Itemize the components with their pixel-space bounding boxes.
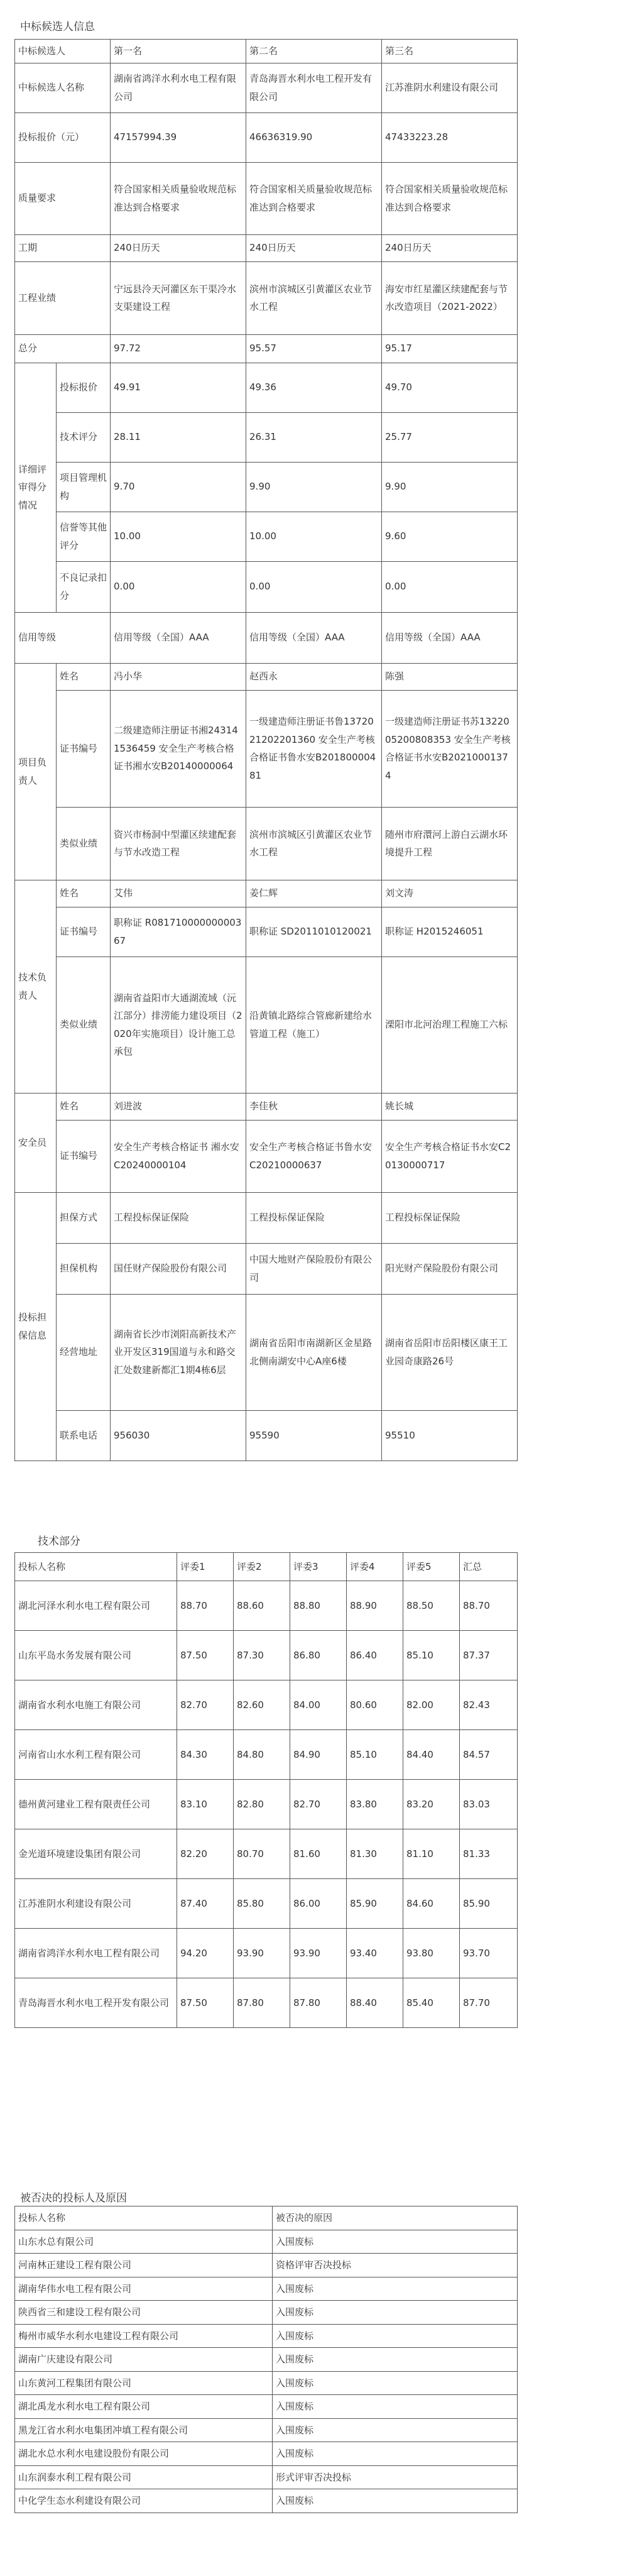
row-label: 投标报价 bbox=[57, 363, 111, 412]
tech-row bbox=[15, 1879, 518, 1929]
candidate-value: 阳光财产保险股份有限公司 bbox=[382, 1243, 518, 1294]
candidate-value: 资兴市杨洞中型灌区续建配套与节水改造工程 bbox=[111, 807, 246, 880]
candidate-value: 安全生产考核合格证书 湘水安C20240000104 bbox=[111, 1120, 246, 1192]
rejected-row bbox=[15, 2489, 518, 2513]
row-label: 证书编号 bbox=[57, 690, 111, 807]
candidate-value: 滨州市滨城区引黄灌区农业节水工程 bbox=[246, 807, 382, 880]
bidder-name: 湖南省鸿洋水利水电工程有限公司 bbox=[15, 1929, 177, 1978]
candidate-value: 一级建造师注册证书鲁1372021202201360 安全生产考核合格证书鲁水安B20180000481 bbox=[246, 690, 382, 807]
score-value: 93.70 bbox=[460, 1929, 518, 1978]
score-value: 86.00 bbox=[290, 1879, 347, 1929]
row-label: 证书编号 bbox=[57, 907, 111, 956]
candidate-value: 信用等级（全国）AAA bbox=[111, 612, 246, 663]
bidder-name: 湖南华伟水电工程有限公司 bbox=[15, 2277, 273, 2301]
rejection-reason: 入围废标 bbox=[273, 2324, 518, 2348]
candidate-value: 随州市府澴河上游白云湖水环境提升工程 bbox=[382, 807, 518, 880]
row-label: 姓名 bbox=[57, 1093, 111, 1120]
candidate-row-guarantee_rows bbox=[15, 1192, 518, 1243]
tech-header: 评委4 bbox=[347, 1553, 403, 1581]
score-value: 88.90 bbox=[347, 1581, 403, 1631]
candidate-value: 中国大地财产保险股份有限公司 bbox=[246, 1243, 382, 1294]
candidate-row-total_row bbox=[15, 334, 518, 363]
candidate-value: 25.77 bbox=[382, 412, 518, 462]
score-value: 81.60 bbox=[290, 1829, 347, 1879]
rejection-reason: 入围废标 bbox=[273, 2371, 518, 2395]
candidate-value: 符合国家相关质量验收规范标准达到合格要求 bbox=[246, 162, 382, 234]
score-value: 87.40 bbox=[177, 1879, 234, 1929]
row-label: 信用等级 bbox=[15, 612, 111, 663]
candidate-value: 97.72 bbox=[111, 334, 246, 363]
score-value: 84.60 bbox=[403, 1879, 460, 1929]
bidder-name: 河南省山水水利工程有限公司 bbox=[15, 1730, 177, 1780]
candidate-row-pm_rows bbox=[15, 663, 518, 690]
candidate-value: 陈强 bbox=[382, 663, 518, 690]
tech-header: 评委5 bbox=[403, 1553, 460, 1581]
group-label: 详细评审得分情况 bbox=[15, 363, 57, 612]
tech-row bbox=[15, 1581, 518, 1631]
bidder-name: 湖北水总水利水电建设股份有限公司 bbox=[15, 2442, 273, 2466]
bidder-name: 梅州市威华水利水电建设工程有限公司 bbox=[15, 2324, 273, 2348]
score-value: 88.40 bbox=[347, 1978, 403, 2028]
bidder-name: 山东黄河工程集团有限公司 bbox=[15, 2371, 273, 2395]
candidate-value: 滨州市滨城区引黄灌区农业节水工程 bbox=[246, 261, 382, 334]
score-value: 82.70 bbox=[177, 1680, 234, 1730]
candidate-row-guarantee_rows bbox=[15, 1294, 518, 1410]
candidate-value: 0.00 bbox=[382, 561, 518, 612]
rank-header: 第一名 bbox=[111, 40, 246, 63]
candidate-value: 赵西永 bbox=[246, 663, 382, 690]
candidate-row-detail_rows bbox=[15, 512, 518, 561]
candidate-value: 姚长城 bbox=[382, 1093, 518, 1120]
candidate-value: 刘进波 bbox=[111, 1093, 246, 1120]
row-label: 类似业绩 bbox=[57, 956, 111, 1093]
bidder-name: 陕西省三和建设工程有限公司 bbox=[15, 2301, 273, 2325]
score-value: 86.80 bbox=[290, 1631, 347, 1680]
candidate-value: 溧阳市北河治理工程施工六标 bbox=[382, 956, 518, 1093]
candidate-value: 湖南省益阳市大通湖流域（沅江部分）排涝能力建设项目（2020年实施项目）设计施工总承包 bbox=[111, 956, 246, 1093]
candidate-row-detail_rows bbox=[15, 412, 518, 462]
tech-header: 评委3 bbox=[290, 1553, 347, 1581]
score-value: 87.70 bbox=[460, 1978, 518, 2028]
score-value: 88.80 bbox=[290, 1581, 347, 1631]
tech-row bbox=[15, 1929, 518, 1978]
candidate-value: 李佳秋 bbox=[246, 1093, 382, 1120]
candidate-row-detail_rows bbox=[15, 363, 518, 412]
score-value: 84.30 bbox=[177, 1730, 234, 1780]
candidate-value: 一级建造师注册证书苏1322005200808353 安全生产考核合格证书水安B20210001374 bbox=[382, 690, 518, 807]
score-value: 85.40 bbox=[403, 1978, 460, 2028]
rejected-row bbox=[15, 2277, 518, 2301]
rejection-reason: 形式评审否决投标 bbox=[273, 2465, 518, 2489]
candidate-row-price_row bbox=[15, 112, 518, 162]
candidate-value: 10.00 bbox=[111, 512, 246, 561]
rejected-section-title: 被否决的投标人及原因 bbox=[20, 2192, 127, 2205]
rejection-reason: 入围废标 bbox=[273, 2489, 518, 2513]
candidate-value: 240日历天 bbox=[382, 234, 518, 261]
score-value: 85.90 bbox=[460, 1879, 518, 1929]
candidate-value: 沿黄镇北路综合管廊新建给水管道工程（施工） bbox=[246, 956, 382, 1093]
candidate-row-tl_rows bbox=[15, 907, 518, 956]
candidate-value: 0.00 bbox=[111, 561, 246, 612]
row-label: 不良记录扣分 bbox=[57, 561, 111, 612]
candidate-value: 49.36 bbox=[246, 363, 382, 412]
candidate-row-pm_rows bbox=[15, 690, 518, 807]
score-value: 87.80 bbox=[290, 1978, 347, 2028]
candidate-value: 姜仁辉 bbox=[246, 880, 382, 907]
rejected-row bbox=[15, 2465, 518, 2489]
rejected-row bbox=[15, 2301, 518, 2325]
row-label: 联系电话 bbox=[57, 1410, 111, 1461]
tech-row bbox=[15, 1978, 518, 2028]
bidder-name: 金光道环境建设集团有限公司 bbox=[15, 1829, 177, 1879]
candidate-row-name_row bbox=[15, 63, 518, 112]
row-label: 工程业绩 bbox=[15, 261, 111, 334]
score-value: 88.60 bbox=[234, 1581, 290, 1631]
candidate-value: 49.70 bbox=[382, 363, 518, 412]
score-value: 82.60 bbox=[234, 1680, 290, 1730]
bidder-name: 山东水总有限公司 bbox=[15, 2230, 273, 2254]
bidder-name: 江苏淮阴水利建设有限公司 bbox=[15, 1879, 177, 1929]
candidate-row-tl_rows bbox=[15, 956, 518, 1093]
score-value: 87.37 bbox=[460, 1631, 518, 1680]
rejected-row bbox=[15, 2230, 518, 2254]
row-label: 担保机构 bbox=[57, 1243, 111, 1294]
tech-row bbox=[15, 1730, 518, 1780]
candidate-value: 符合国家相关质量验收规范标准达到合格要求 bbox=[111, 162, 246, 234]
candidate-value: 240日历天 bbox=[246, 234, 382, 261]
candidate-value: 职称证 H2015246051 bbox=[382, 907, 518, 956]
score-value: 80.70 bbox=[234, 1829, 290, 1879]
row-label: 信誉等其他评分 bbox=[57, 512, 111, 561]
candidate-value: 47157994.39 bbox=[111, 112, 246, 162]
candidate-row-guarantee_rows bbox=[15, 1243, 518, 1294]
row-label: 总分 bbox=[15, 334, 111, 363]
score-value: 83.80 bbox=[347, 1780, 403, 1829]
candidates-table bbox=[14, 39, 518, 1461]
row-label: 经营地址 bbox=[57, 1294, 111, 1410]
candidate-value: 95.17 bbox=[382, 334, 518, 363]
score-value: 93.90 bbox=[290, 1929, 347, 1978]
bidder-name: 湖北禹龙水利水电工程有限公司 bbox=[15, 2395, 273, 2419]
row-label: 技术评分 bbox=[57, 412, 111, 462]
rejection-reason: 入围废标 bbox=[273, 2301, 518, 2325]
tech-row bbox=[15, 1631, 518, 1680]
rejected-row bbox=[15, 2254, 518, 2277]
candidate-value: 工程投标保证保险 bbox=[111, 1192, 246, 1243]
bidder-name: 山东平岛水务发展有限公司 bbox=[15, 1631, 177, 1680]
candidate-value: 95.57 bbox=[246, 334, 382, 363]
candidate-value: 江苏淮阴水利建设有限公司 bbox=[382, 63, 518, 112]
row-label: 姓名 bbox=[57, 663, 111, 690]
score-value: 80.60 bbox=[347, 1680, 403, 1730]
candidate-value: 9.90 bbox=[382, 462, 518, 512]
tech-header: 评委1 bbox=[177, 1553, 234, 1581]
candidate-value: 安全生产考核合格证书水安C20130000717 bbox=[382, 1120, 518, 1192]
score-value: 93.80 bbox=[403, 1929, 460, 1978]
rejected-header-row bbox=[15, 2206, 518, 2230]
tech-section-title: 技术部分 bbox=[38, 1535, 80, 1548]
candidate-value: 职称证 R08171000000000367 bbox=[111, 907, 246, 956]
bidder-name: 河南林正建设工程有限公司 bbox=[15, 2254, 273, 2277]
candidate-row-detail_rows bbox=[15, 561, 518, 612]
rejection-reason: 入围废标 bbox=[273, 2418, 518, 2442]
tech-row bbox=[15, 1680, 518, 1730]
rank-header: 第三名 bbox=[382, 40, 518, 63]
candidate-value: 海安市红星灌区续建配套与节水改造项目（2021-2022） bbox=[382, 261, 518, 334]
tech-score-table bbox=[14, 1552, 518, 2028]
candidate-value: 艾伟 bbox=[111, 880, 246, 907]
candidate-value: 10.00 bbox=[246, 512, 382, 561]
rejected-bidders-table bbox=[14, 2206, 518, 2513]
score-value: 82.80 bbox=[234, 1780, 290, 1829]
candidate-value: 956030 bbox=[111, 1410, 246, 1461]
score-value: 81.33 bbox=[460, 1829, 518, 1879]
score-value: 84.40 bbox=[403, 1730, 460, 1780]
candidate-row-credit_row bbox=[15, 612, 518, 663]
candidate-value: 二级建造师注册证书湘243141536459 安全生产考核合格证书湘水安B20140000064 bbox=[111, 690, 246, 807]
candidate-value: 符合国家相关质量验收规范标准达到合格要求 bbox=[382, 162, 518, 234]
tech-header: 评委2 bbox=[234, 1553, 290, 1581]
rejected-header: 被否决的原因 bbox=[273, 2206, 518, 2230]
score-value: 84.57 bbox=[460, 1730, 518, 1780]
candidate-value: 信用等级（全国）AAA bbox=[246, 612, 382, 663]
score-value: 87.80 bbox=[234, 1978, 290, 2028]
candidate-value: 9.70 bbox=[111, 462, 246, 512]
bidder-name: 德州黄河建业工程有限责任公司 bbox=[15, 1780, 177, 1829]
candidate-value: 49.91 bbox=[111, 363, 246, 412]
rejected-row bbox=[15, 2348, 518, 2372]
score-value: 93.90 bbox=[234, 1929, 290, 1978]
candidate-value: 湖南省岳阳市南湖新区金星路北侧南湖安中心A座6楼 bbox=[246, 1294, 382, 1410]
rejected-row bbox=[15, 2324, 518, 2348]
candidate-value: 95590 bbox=[246, 1410, 382, 1461]
bidder-name: 湖南广庆建设有限公司 bbox=[15, 2348, 273, 2372]
candidate-value: 湖南省长沙市浏阳高新技术产业开发区319国道与永和路交汇处数建新都汇1期4栋6层 bbox=[111, 1294, 246, 1410]
candidate-value: 26.31 bbox=[246, 412, 382, 462]
candidate-value: 240日历天 bbox=[111, 234, 246, 261]
candidate-value: 安全生产考核合格证书鲁水安C20210000637 bbox=[246, 1120, 382, 1192]
rejection-reason: 资格评审否决投标 bbox=[273, 2254, 518, 2277]
candidate-value: 0.00 bbox=[246, 561, 382, 612]
score-value: 84.80 bbox=[234, 1730, 290, 1780]
score-value: 84.00 bbox=[290, 1680, 347, 1730]
candidate-value: 宁远县泠天河灌区东干渠冷水支渠建设工程 bbox=[111, 261, 246, 334]
candidate-row-pm_rows bbox=[15, 807, 518, 880]
candidate-row-period_row bbox=[15, 234, 518, 261]
score-value: 81.30 bbox=[347, 1829, 403, 1879]
score-value: 94.20 bbox=[177, 1929, 234, 1978]
score-value: 83.20 bbox=[403, 1780, 460, 1829]
candidate-row-safety_rows bbox=[15, 1093, 518, 1120]
row-label: 姓名 bbox=[57, 880, 111, 907]
rejection-reason: 入围废标 bbox=[273, 2395, 518, 2419]
rejection-reason: 入围废标 bbox=[273, 2277, 518, 2301]
score-value: 85.90 bbox=[347, 1879, 403, 1929]
row-label: 中标候选人名称 bbox=[15, 63, 111, 112]
candidate-value: 46636319.90 bbox=[246, 112, 382, 162]
score-value: 81.10 bbox=[403, 1829, 460, 1879]
rank-header: 第二名 bbox=[246, 40, 382, 63]
bidder-name: 中化学生态水利建设有限公司 bbox=[15, 2489, 273, 2513]
score-value: 88.70 bbox=[460, 1581, 518, 1631]
rejection-reason: 入围废标 bbox=[273, 2230, 518, 2254]
candidate-value: 职称证 SD2011010120021 bbox=[246, 907, 382, 956]
rejection-reason: 入围废标 bbox=[273, 2348, 518, 2372]
candidate-row-safety_rows bbox=[15, 1120, 518, 1192]
bidder-name: 湖南省水利水电施工有限公司 bbox=[15, 1680, 177, 1730]
tech-row bbox=[15, 1829, 518, 1879]
score-value: 84.90 bbox=[290, 1730, 347, 1780]
bidder-name: 山东润泰水利工程有限公司 bbox=[15, 2465, 273, 2489]
rejected-row bbox=[15, 2442, 518, 2466]
candidate-value: 95510 bbox=[382, 1410, 518, 1461]
row-label: 证书编号 bbox=[57, 1120, 111, 1192]
score-value: 82.00 bbox=[403, 1680, 460, 1730]
group-label: 项目负责人 bbox=[15, 663, 57, 880]
candidate-value: 国任财产保险股份有限公司 bbox=[111, 1243, 246, 1294]
candidate-value: 信用等级（全国）AAA bbox=[382, 612, 518, 663]
candidates-section-title: 中标候选人信息 bbox=[20, 21, 95, 33]
score-value: 83.03 bbox=[460, 1780, 518, 1829]
tech-header: 投标人名称 bbox=[15, 1553, 177, 1581]
rejection-reason: 入围废标 bbox=[273, 2442, 518, 2466]
candidate-value: 湖南省鸿洋水利水电工程有限公司 bbox=[111, 63, 246, 112]
candidate-row-detail_rows bbox=[15, 462, 518, 512]
bidder-name: 湖北河泽水利水电工程有限公司 bbox=[15, 1581, 177, 1631]
bidder-name: 青岛海晋水利水电工程开发有限公司 bbox=[15, 1978, 177, 2028]
score-value: 85.80 bbox=[234, 1879, 290, 1929]
rejected-header: 投标人名称 bbox=[15, 2206, 273, 2230]
candidate-value: 青岛海晋水利水电工程开发有限公司 bbox=[246, 63, 382, 112]
score-value: 87.50 bbox=[177, 1978, 234, 2028]
candidate-header-row bbox=[15, 40, 518, 63]
candidate-row-tl_rows bbox=[15, 880, 518, 907]
rejected-row bbox=[15, 2418, 518, 2442]
candidate-value: 冯小华 bbox=[111, 663, 246, 690]
row-label: 类似业绩 bbox=[57, 807, 111, 880]
bidder-name: 黑龙江省水利水电集团冲填工程有限公司 bbox=[15, 2418, 273, 2442]
tech-header: 汇总 bbox=[460, 1553, 518, 1581]
score-value: 85.10 bbox=[347, 1730, 403, 1780]
candidate-value: 刘文涛 bbox=[382, 880, 518, 907]
candidate-value: 9.60 bbox=[382, 512, 518, 561]
rejected-row bbox=[15, 2371, 518, 2395]
candidate-value: 湖南省岳阳市岳阳楼区康王工业园奇康路26号 bbox=[382, 1294, 518, 1410]
score-value: 87.30 bbox=[234, 1631, 290, 1680]
candidate-value: 工程投标保证保险 bbox=[382, 1192, 518, 1243]
score-value: 88.50 bbox=[403, 1581, 460, 1631]
candidate-row-guarantee_rows bbox=[15, 1410, 518, 1461]
group-label: 技术负责人 bbox=[15, 880, 57, 1093]
row-label: 质量要求 bbox=[15, 162, 111, 234]
score-value: 85.10 bbox=[403, 1631, 460, 1680]
score-value: 88.70 bbox=[177, 1581, 234, 1631]
score-value: 86.40 bbox=[347, 1631, 403, 1680]
header-label: 中标候选人 bbox=[15, 40, 111, 63]
candidate-value: 9.90 bbox=[246, 462, 382, 512]
candidate-row-perf_row bbox=[15, 261, 518, 334]
candidate-row-quality_row bbox=[15, 162, 518, 234]
tech-row bbox=[15, 1780, 518, 1829]
candidate-value: 28.11 bbox=[111, 412, 246, 462]
score-value: 87.50 bbox=[177, 1631, 234, 1680]
row-label: 投标报价（元） bbox=[15, 112, 111, 162]
candidate-value: 47433223.28 bbox=[382, 112, 518, 162]
score-value: 82.70 bbox=[290, 1780, 347, 1829]
rejected-row bbox=[15, 2395, 518, 2419]
tech-header-row bbox=[15, 1553, 518, 1581]
group-label: 安全员 bbox=[15, 1093, 57, 1192]
row-label: 工期 bbox=[15, 234, 111, 261]
score-value: 82.43 bbox=[460, 1680, 518, 1730]
row-label: 项目管理机构 bbox=[57, 462, 111, 512]
row-label: 担保方式 bbox=[57, 1192, 111, 1243]
candidate-value: 工程投标保证保险 bbox=[246, 1192, 382, 1243]
score-value: 82.20 bbox=[177, 1829, 234, 1879]
score-value: 93.40 bbox=[347, 1929, 403, 1978]
group-label: 投标担保信息 bbox=[15, 1192, 57, 1461]
score-value: 83.10 bbox=[177, 1780, 234, 1829]
